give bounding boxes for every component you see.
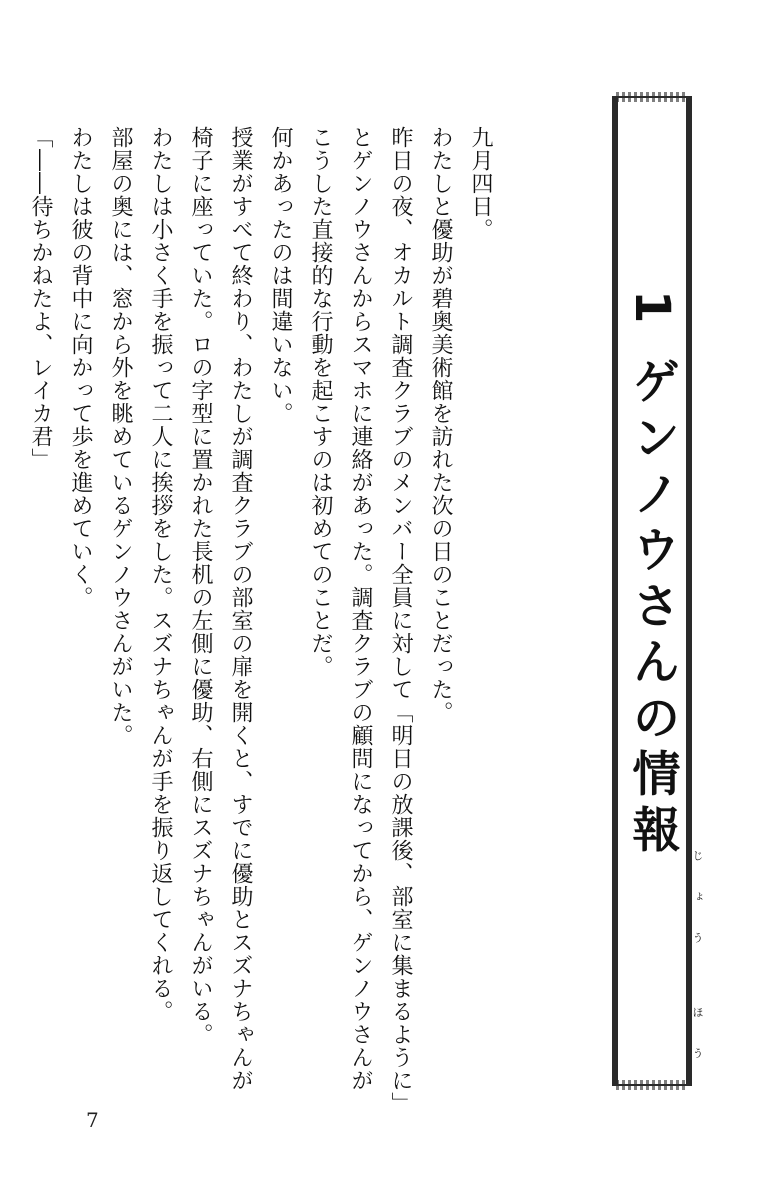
paragraph: わたしは彼の背中に向かって歩を進めていく。 (68, 126, 93, 609)
paragraph: 昨日の夜、オカルト調査クラブのメンバー全員に対して「明日の放課後、部室に集まるように」とゲンノウさんからスマホに連絡があった。調査クラブの顧問になってから、ゲンノウさんがこうした直接的な行動を起こすのは初めてのことだ。 (308, 126, 413, 1104)
paragraph: 部屋の奥には、窓から外を眺めているゲンノウさんがいた。 (108, 126, 133, 747)
paragraph: わたしは小さく手を振って二人に挨拶をした。スズナちゃんが手を振り返してくれる。 (148, 126, 173, 1023)
body-text (28, 126, 500, 1106)
chapter-title-ruby: じょう ほう (691, 850, 704, 1089)
chapter-title: 1 ゲンノウさんの情報 (624, 290, 680, 861)
paragraph: 九月四日。 (468, 126, 493, 241)
paragraph: わたしと優助が碧奥美術館を訪れた次の日のことだった。 (428, 126, 453, 724)
paragraph: 授業がすべて終わり、わたしが調査クラブの部室の扉を開くと、すでに優助とスズナちゃんが椅子に座っていた。ロの字型に置かれた長机の左側に優助、右側にスズナちゃんがいる。 (188, 126, 253, 1092)
paragraph: 「――待ちかねたよ、レイカ君」 (28, 126, 53, 471)
paragraph: 何かあったのは間違いない。 (268, 126, 293, 425)
page-number: 7 (86, 1108, 99, 1132)
